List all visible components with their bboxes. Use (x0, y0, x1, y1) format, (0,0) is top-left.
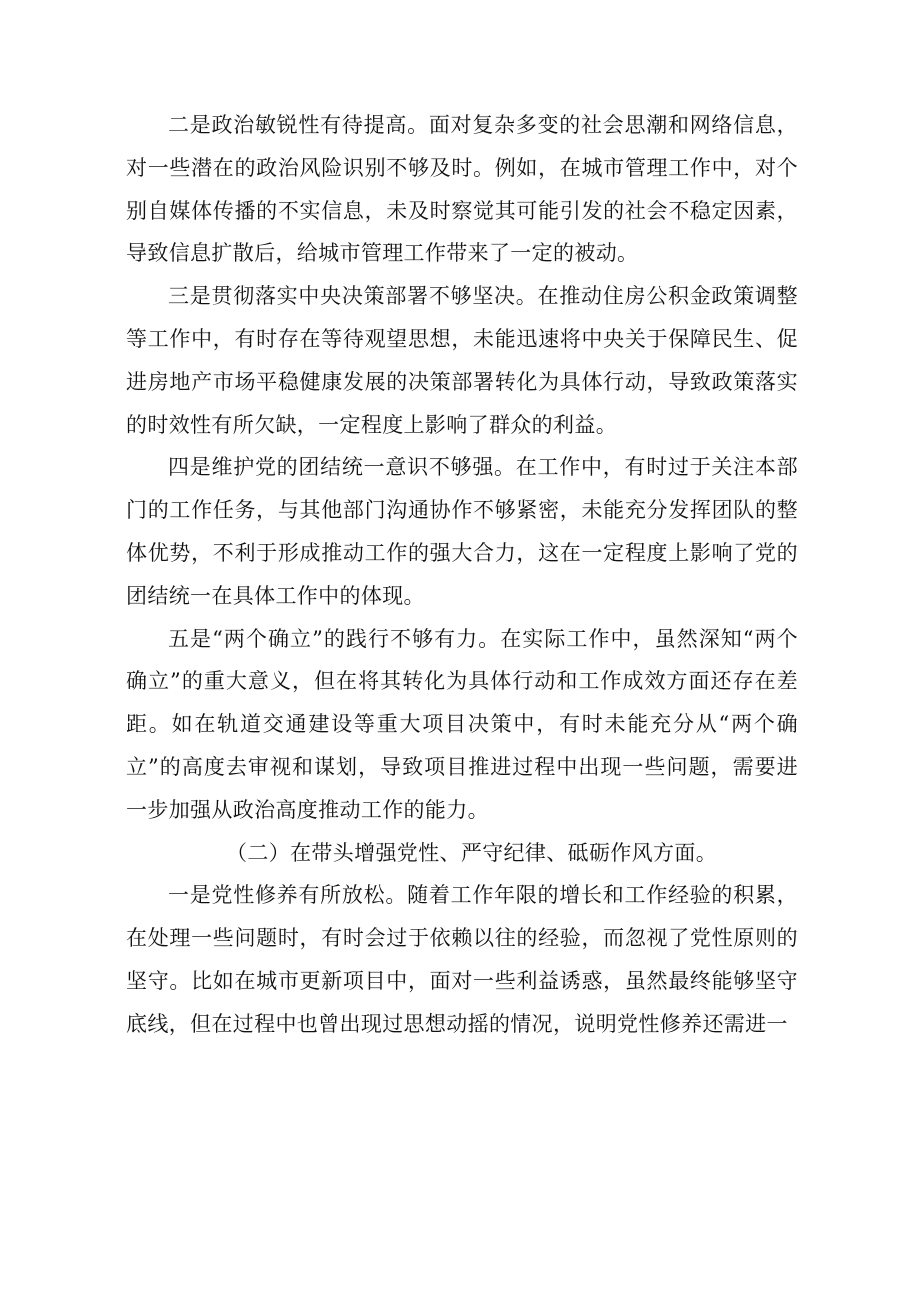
paragraph-two-establishments: 五是“两个确立”的践行不够有力。在实际工作中，虽然深知“两个确立”的重大意义，但在将其转化为具体行动和工作成效方面还存在差距。如在轨道交通建设等重大项目决策中，有时未能充分从“两个确立”的高度去审视和谋划，导致项目推进过程中出现一些问题，需要进一步加强从政治高度推动工作的能力。 (126, 626, 798, 822)
paragraph-party-spirit: 一是党性修养有所放松。随着工作年限的增长和工作经验的积累，在处理一些问题时，有时会过于依赖以往的经验，而忽视了党性原则的坚守。比如在城市更新项目中，面对一些利益诱惑，虽然最终能够坚守底线，但在过程中也曾出现过思想动摇的情况，说明党性修养还需进一 (126, 883, 798, 1036)
document-body (126, 104, 798, 1046)
section-heading: （二）在带头增强党性、严守纪律、砥砺作风方面。 (226, 840, 718, 865)
paragraph-political-sensitivity: 二是政治敏锐性有待提高。面对复杂多变的社会思潮和网络信息，对一些潜在的政治风险识别不够及时。例如，在城市管理工作中，对个别自媒体传播的不实信息，未及时察觉其可能引发的社会不稳定因素，导致信息扩散后，给城市管理工作带来了一定的被动。 (126, 113, 798, 266)
paragraph-party-unity: 四是维护党的团结统一意识不够强。在工作中，有时过于关注本部门的工作任务，与其他部门沟通协作不够紧密，未能充分发挥团队的整体优势，不利于形成推动工作的强大合力，这在一定程度上影响了党的团结统一在具体工作中的体现。 (126, 455, 798, 608)
paragraph-implement-decisions: 三是贯彻落实中央决策部署不够坚决。在推动住房公积金政策调整等工作中，有时存在等待观望思想，未能迅速将中央关于保障民生、促进房地产市场平稳健康发展的决策部署转化为具体行动，导致政策落实的时效性有所欠缺，一定程度上影响了群众的利益。 (126, 284, 798, 437)
